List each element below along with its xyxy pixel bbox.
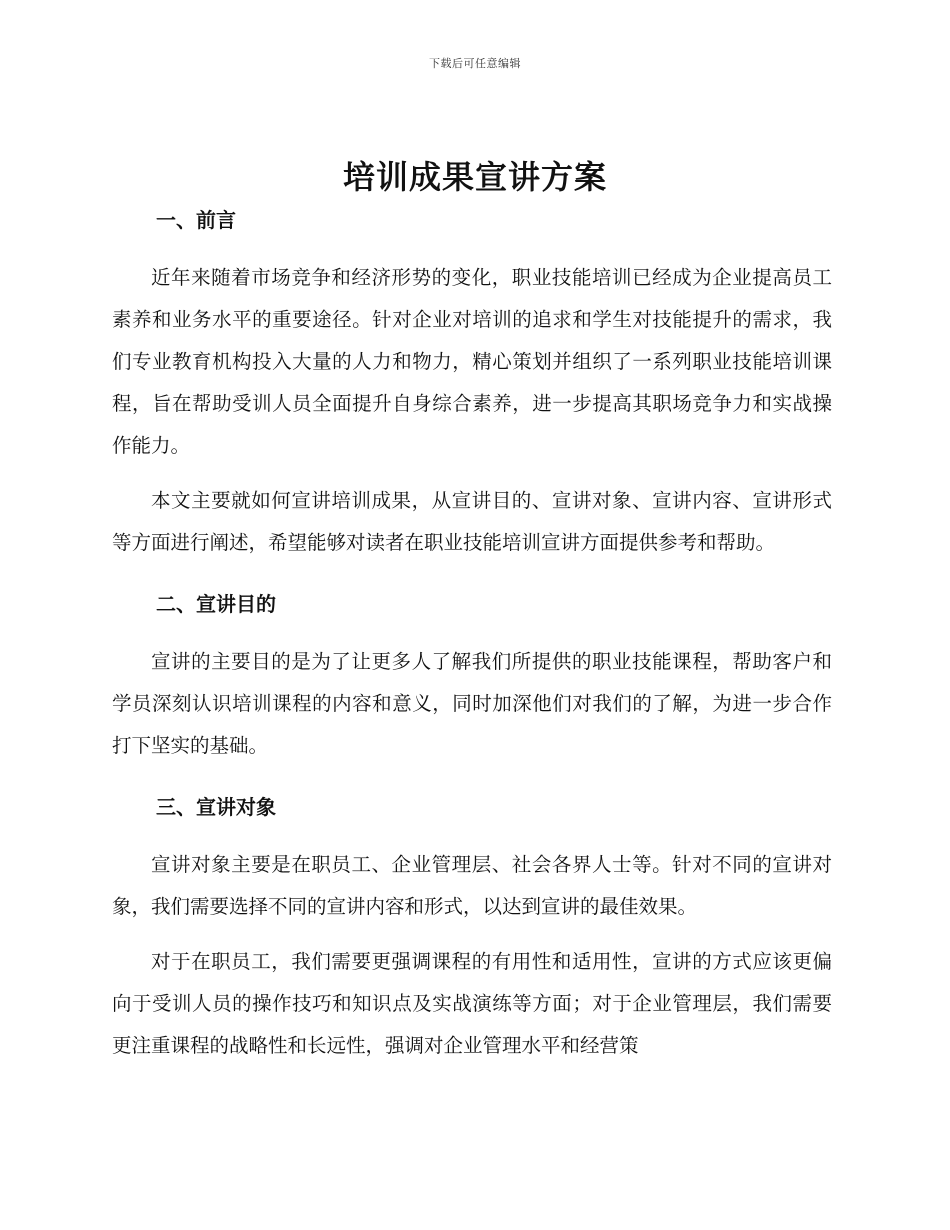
paragraph: 宣讲的主要目的是为了让更多人了解我们所提供的职业技能课程，帮助客户和学员深刻认识培训课程的内容和意义，同时加深他们对我们的了解，为进一步合作打下坚实的基础。 [112, 650, 832, 757]
paragraph: 本文主要就如何宣讲培训成果，从宣讲目的、宣讲对象、宣讲内容、宣讲形式等方面进行阐述，希望能够对读者在职业技能培训宣讲方面提供参考和帮助。 [112, 489, 832, 554]
section-heading-purpose: 二、宣讲目的 [156, 592, 276, 616]
paragraph: 近年来随着市场竞争和经济形势的变化，职业技能培训已经成为企业提高员工素养和业务水平的重要途径。针对企业对培训的追求和学生对技能提升的需求，我们专业教育机构投入大量的人力和物力，精心策划并组织了一系列职业技能培训课程，旨在帮助受训人员全面提升自身综合素养，进一步提高其职场竞争力和实战操作能力。 [112, 266, 832, 457]
document-title: 培训成果宣讲方案 [342, 158, 607, 196]
header-note: 下载后可任意编辑 [429, 57, 521, 70]
document-body [112, 205, 832, 1067]
paragraph: 对于在职员工，我们需要更强调课程的有用性和适用性，宣讲的方式应该更偏向于受训人员的操作技巧和知识点及实战演练等方面；对于企业管理层，我们需要更注重课程的战略性和长远性，强调对企业管理水平和经营策 [112, 950, 832, 1057]
paragraph: 宣讲对象主要是在职员工、企业管理层、社会各界人士等。针对不同的宣讲对象，我们需要选择不同的宣讲内容和形式，以达到宣讲的最佳效果。 [112, 853, 832, 918]
section-heading-audience: 三、宣讲对象 [156, 795, 276, 819]
section-heading-preface: 一、前言 [156, 208, 236, 232]
